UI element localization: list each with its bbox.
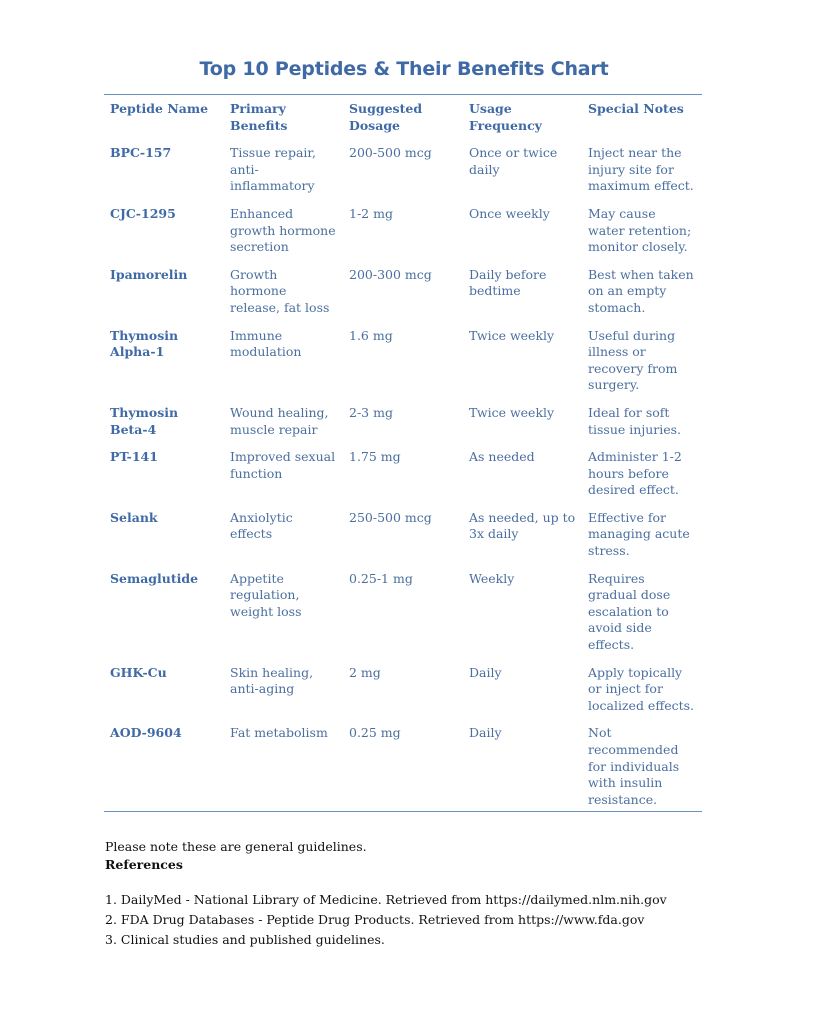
peptide-name-cell: GHK-Cu: [110, 664, 167, 680]
notes-cell: Apply topically or inject for localized effects.: [588, 664, 695, 713]
notes-cell: May cause water retention; monitor closely.: [588, 205, 692, 255]
reference-item: 1. DailyMed - National Library of Medicine. Retrieved from https://dailymed.nlm.nih.gov: [105, 892, 667, 907]
peptide-name-cell: BPC-157: [110, 145, 172, 161]
notes-cell: Administer 1-2 hours before desired effect.: [588, 449, 682, 498]
header-row: [104, 95, 702, 145]
table-row: [104, 509, 702, 570]
peptide-table: [104, 94, 702, 812]
peptide-name-cell: Selank: [110, 509, 158, 525]
dosage-cell: 2 mg: [349, 664, 381, 680]
frequency-cell: Once or twice daily: [469, 145, 558, 177]
benefits-cell: Fat metabolism: [230, 725, 328, 741]
table-row: [104, 724, 702, 811]
frequency-cell: Once weekly: [469, 205, 550, 221]
frequency-cell: Daily before bedtime: [469, 266, 547, 299]
peptide-name-cell: Ipamorelin: [110, 266, 188, 282]
notes-cell: Effective for managing acute stress.: [588, 509, 690, 559]
references-heading: References: [105, 857, 183, 872]
benefits-cell: Anxiolytic effects: [230, 509, 293, 542]
dosage-cell: 0.25-1 mg: [349, 570, 413, 586]
notes-cell: Not recommended for individuals with insulin resistance.: [588, 725, 680, 807]
footer: [105, 838, 745, 950]
header-suggested-dosage: Suggested Dosage: [349, 101, 423, 133]
benefits-cell: Appetite regulation, weight loss: [230, 570, 302, 619]
dosage-cell: 200-500 mcg: [349, 145, 432, 161]
guidelines-note: Please note these are general guidelines.: [105, 839, 367, 854]
header-peptide-name: Peptide Name: [110, 101, 209, 116]
table-row: [104, 448, 702, 509]
notes-cell: Useful during illness or recovery from surgery.: [588, 327, 678, 393]
dosage-cell: 1-2 mg: [349, 205, 393, 221]
table-header: [104, 95, 702, 145]
header-special-notes: Special Notes: [588, 101, 684, 116]
peptide-name-cell: Semaglutide: [110, 570, 199, 586]
dosage-cell: 1.6 mg: [349, 327, 393, 343]
benefits-cell: Growth hormone release, fat loss: [230, 266, 330, 315]
peptide-name-cell: Thymosin Alpha-1: [110, 327, 179, 360]
table-row: [104, 664, 702, 725]
dosage-cell: 200-300 mcg: [349, 266, 432, 282]
dosage-cell: 2-3 mg: [349, 404, 393, 420]
notes-cell: Requires gradual dose escalation to avoid side effects.: [588, 570, 671, 653]
table-row: [104, 144, 702, 205]
peptide-name-cell: CJC-1295: [110, 205, 176, 221]
frequency-cell: Twice weekly: [469, 404, 555, 420]
header-primary-benefits: Primary Benefits: [230, 101, 288, 133]
notes-cell: Ideal for soft tissue injuries.: [588, 404, 682, 437]
table-row: [104, 570, 702, 664]
benefits-cell: Enhanced growth hormone secretion: [230, 205, 336, 255]
reference-item: 2. FDA Drug Databases - Peptide Drug Products. Retrieved from https://www.fda.gov: [105, 912, 645, 927]
frequency-cell: Daily: [469, 664, 502, 680]
page-title: Top 10 Peptides & Their Benefits Chart: [199, 58, 609, 80]
notes-cell: Best when taken on an empty stomach.: [588, 266, 694, 315]
peptide-name-cell: AOD-9604: [110, 725, 182, 741]
benefits-cell: Tissue repair, anti-inflammatory: [230, 145, 316, 194]
frequency-cell: Daily: [469, 725, 502, 741]
benefits-cell: Wound healing, muscle repair: [230, 404, 329, 437]
dosage-cell: 0.25 mg: [349, 725, 401, 741]
table-row: [104, 205, 702, 266]
dosage-cell: 1.75 mg: [349, 449, 401, 465]
table-row: [104, 327, 702, 404]
frequency-cell: As needed, up to 3x daily: [469, 509, 576, 542]
frequency-cell: Weekly: [469, 570, 515, 586]
frequency-cell: Twice weekly: [469, 327, 555, 343]
benefits-cell: Immune modulation: [230, 327, 302, 360]
references-list: [105, 890, 745, 950]
benefits-cell: Improved sexual function: [230, 449, 336, 481]
dosage-cell: 250-500 mcg: [349, 509, 432, 525]
peptide-name-cell: Thymosin Beta-4: [110, 404, 179, 437]
peptide-name-cell: PT-141: [110, 449, 158, 465]
table-row: [104, 266, 702, 327]
header-usage-frequency: Usage Frequency: [469, 101, 542, 133]
reference-item: 3. Clinical studies and published guidelines.: [105, 932, 385, 947]
notes-cell: Inject near the injury site for maximum effect.: [588, 145, 694, 194]
table-row: [104, 404, 702, 448]
table-body: [104, 144, 702, 812]
benefits-cell: Skin healing, anti-aging: [230, 664, 314, 697]
frequency-cell: As needed: [469, 449, 535, 465]
